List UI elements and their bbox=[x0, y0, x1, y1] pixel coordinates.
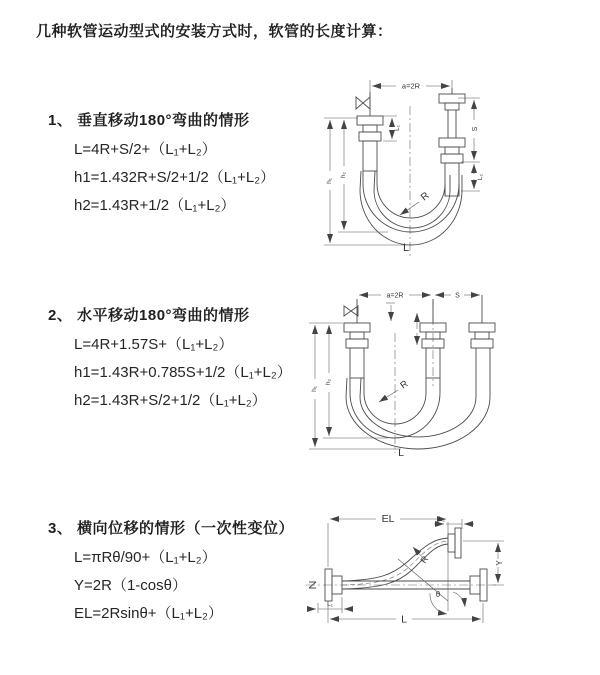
section-1-heading: 1、 垂直移动180°弯曲的情形 bbox=[48, 112, 250, 129]
formula-line: h2=1.43R+1/2（L₁+L₂） bbox=[74, 197, 236, 214]
length-label: L bbox=[402, 242, 410, 254]
formula-line: h1=1.43R+0.785S+1/2（L₁+L₂） bbox=[74, 364, 292, 381]
dim-label-l2: L₂ bbox=[477, 173, 484, 181]
moved-pipe-fitting bbox=[469, 295, 495, 348]
hose-centerline bbox=[342, 541, 448, 585]
left-pipe-fitting bbox=[344, 323, 370, 348]
fitting-length-arrows bbox=[386, 303, 417, 345]
formula-line: L=4R+1.57S+（L₁+L₂） bbox=[74, 336, 234, 353]
dim-label-l2: L₂ bbox=[438, 516, 446, 523]
radius-label: R bbox=[419, 190, 432, 204]
radius-leader bbox=[400, 202, 419, 215]
dim-label-el: EL bbox=[381, 513, 395, 525]
hose-braid bbox=[350, 348, 364, 378]
dimension-h2 bbox=[323, 325, 388, 438]
dimension-h1 bbox=[309, 323, 401, 449]
dim-label-y: Y bbox=[495, 560, 504, 566]
section-3-heading: 3、 横向位移的情形（一次性变位） bbox=[48, 520, 295, 537]
dim-label-h2: h₂ bbox=[325, 378, 332, 386]
dim-label-a2r: a=2R bbox=[386, 292, 404, 300]
diagram-horizontal-180-bend bbox=[303, 281, 593, 459]
formula-line: h2=1.43R+S/2+1/2（L₁+L₂） bbox=[74, 392, 267, 409]
angle-construction bbox=[398, 559, 465, 614]
page-title: 几种软管运动型式的安装方式时，软管的长度计算： bbox=[36, 23, 393, 40]
angle-label: θ bbox=[435, 590, 441, 599]
dim-label-l1: L₁ bbox=[394, 125, 401, 131]
hose-curves bbox=[360, 171, 462, 245]
hose-curves bbox=[346, 348, 490, 449]
dimension-h1 bbox=[324, 118, 408, 245]
dim-label-l1: L₁ bbox=[327, 601, 333, 608]
formula-line: Y=2R（1-cosθ） bbox=[74, 577, 187, 594]
upper-flange bbox=[448, 528, 461, 558]
radius-label: R bbox=[398, 378, 411, 392]
radius-label: R bbox=[418, 554, 431, 566]
left-pipe-fitting bbox=[357, 116, 383, 141]
dim-label-s: S bbox=[472, 126, 479, 132]
dim-label-h2: h₂ bbox=[340, 171, 347, 179]
dim-label-a2r: a=2R bbox=[401, 81, 421, 91]
formula-line: EL=2Rsinθ+（L₁+L₂） bbox=[74, 605, 223, 622]
dim-label-h1: h₁ bbox=[311, 386, 318, 392]
diagram-lateral-displacement bbox=[298, 497, 598, 655]
formula-line: L=4R+S/2+（L₁+L₂） bbox=[74, 141, 217, 158]
hose-braid bbox=[445, 163, 459, 196]
length-label: L bbox=[398, 447, 404, 459]
dim-label-h1: h₁ bbox=[326, 178, 333, 184]
hose-braid bbox=[363, 141, 377, 171]
diagram-vertical-180-bend bbox=[316, 68, 584, 260]
section-2-heading: 2、 水平移动180°弯曲的情形 bbox=[48, 307, 250, 324]
length-label: L bbox=[401, 613, 407, 626]
valve-icon bbox=[344, 299, 358, 323]
formula-line: h1=1.432R+S/2+1/2（L₁+L₂） bbox=[74, 169, 276, 186]
right-pipe-fitting bbox=[439, 88, 465, 163]
dim-label-s: S bbox=[455, 292, 460, 300]
formula-line: L=πRθ/90+（L₁+L₂） bbox=[74, 549, 217, 566]
section-vertical-movement bbox=[48, 109, 348, 214]
valve-icon bbox=[356, 92, 370, 116]
